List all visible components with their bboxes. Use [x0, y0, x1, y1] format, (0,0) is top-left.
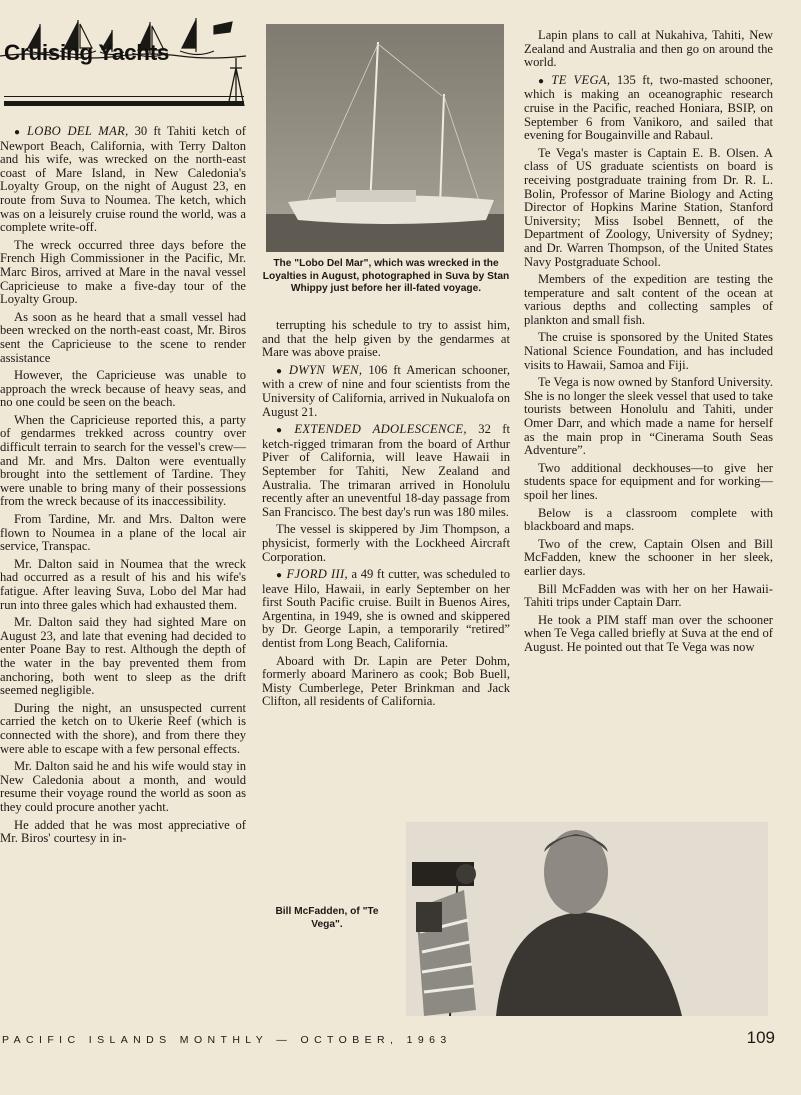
body-paragraph — [524, 29, 773, 70]
item-paragraph — [262, 364, 510, 419]
photo-bill-mcfadden — [406, 822, 768, 1016]
bullet-icon: ● — [276, 570, 283, 582]
text-column-1 — [0, 125, 246, 846]
bullet-icon: ● — [538, 75, 548, 87]
vessel-name: LOBO DEL MAR, — [26, 124, 129, 138]
paragraph-text: He added that he was most appreciative of Mr. Biros' courtesy in in- — [0, 817, 246, 846]
paragraph-text: Te Vega is now owned by Stanford University. She is no longer the sleek vessel that used to take tourists between Honolulu and Tahiti, under Omer Darr, and which made a name for herself as the main prop in “Cinerama South Seas Adventure”. — [524, 375, 773, 458]
photo-caption: The "Lobo Del Mar", which was wrecked in the Loyalties in August, photographed in Suva by Stan Whippy just before her ill-fated voyage. — [262, 258, 510, 295]
title-rule-thin — [4, 96, 244, 97]
body-paragraph — [524, 376, 773, 458]
paragraph-text: 30 ft Tahiti ketch of Newport Beach, California, with Terry Dalton and his wife, was wrecked on the north-east coast of Mare Island, in New Caledonia's Loyalty Group, on the night of August 23, en route from Suva to Noumea. The ketch, which was on a leisurely cruise round the world, was a complete write-off. — [0, 124, 247, 235]
paragraph-text: Mr. Dalton said they had sighted Mare on August 23, and late that evening had decided to enter Poane Bay to rest. Although the depth of the water in the bay prevented them from anchoring, both went to sleep as the drift seemed negligible. — [0, 615, 246, 698]
paragraph-text: Below is a classroom complete with blackboard and maps. — [524, 505, 773, 534]
body-paragraph — [524, 538, 773, 579]
paragraph-text: 32 ft ketch-rigged trimaran from the board of Arthur Piver of California, will leave Hawaii in September for Tahiti, New Zealand and Australia. The trimaran arrived in Honolulu recently after an uneventful 18-day passage from San Francisco. The best day's run was 180 miles. — [262, 422, 510, 519]
bullet-icon: ● — [14, 127, 23, 138]
body-paragraph — [0, 414, 246, 509]
body-paragraph — [524, 462, 773, 503]
item-paragraph — [262, 423, 510, 519]
paragraph-text: However, the Capricieuse was unable to approach the wreck because of heavy seas, and no one could be seen on the beach. — [0, 368, 246, 410]
paragraph-text: As soon as he heard that a small vessel had been wrecked on the north-east coast, Mr. Biros sent the Capricieuse to the scene to render assistance — [0, 309, 246, 365]
body-paragraph — [0, 702, 246, 756]
body-paragraph — [524, 331, 773, 372]
paragraph-text: From Tardine, Mr. and Mrs. Dalton were flown to Noumea in a plane of the local air service, Transpac. — [0, 512, 246, 554]
paragraph-text: The cruise is sponsored by the United States National Science Foundation, and has included visits to Hawaii, Samoa and Fiji. — [524, 330, 773, 372]
item-paragraph — [0, 125, 246, 235]
title-rule — [4, 101, 244, 106]
body-paragraph — [0, 513, 246, 554]
paragraph-text: Lapin plans to call at Nukahiva, Tahiti, New Zealand and Australia and then go on around the world. — [524, 28, 773, 70]
paragraph-text: 135 ft, two-masted schooner, which is making an oceanographic research cruise in the Pacific, reached Honiara, BSIP, on September 6 from Vanikoro, and sailed that evening for Bougainville and Rabaul. — [524, 72, 773, 143]
photo-caption-2: Bill McFadden, of "Te Vega". — [275, 906, 379, 930]
paragraph-text: When the Capricieuse reported this, a party of gendarmes trekked across country over difficult terrain to search for the vessel's crew—and Mr. and Mrs. Dalton were eventually brought into the settlement of Tardine. They were unable to bring many of their possessions from the wreck because of its inaccessibility. — [0, 412, 246, 509]
body-paragraph — [524, 583, 773, 610]
body-paragraph — [0, 369, 246, 410]
body-paragraph — [0, 239, 246, 307]
body-paragraph — [262, 655, 510, 709]
paragraph-text: The wreck occurred three days before the French High Commissioner in the Pacific, Mr. Marc Biros, arrived at Mare in the naval vessel Capricieuse to make a five-day tour of the Loyalty Group. — [0, 237, 246, 307]
paragraph-text: He took a PIM staff man over the schooner when Te Vega called briefly at Suva at the end of August. He pointed out that Te Vega was now — [524, 612, 773, 654]
vessel-name: TE VEGA, — [551, 72, 611, 87]
photo-lobo-del-mar — [266, 24, 504, 252]
paragraph-text: Mr. Dalton said in Noumea that the wreck had occurred as a result of his and his wife's fatigue. After leaving Suva, Lobo del Mar had run into three gales which had exhausted them. — [0, 556, 246, 612]
paragraph-text: Bill McFadden was with her on her Hawaii-Tahiti trips under Captain Darr. — [524, 581, 773, 610]
paragraph-text: Mr. Dalton said he and his wife would stay in New Caledonia about a month, and would resume their voyage round the world as soon as they could procure another yacht. — [0, 759, 246, 814]
footer-masthead: PACIFIC ISLANDS MONTHLY — OCTOBER, 1963 — [2, 1034, 452, 1046]
body-paragraph — [262, 523, 510, 564]
body-paragraph — [524, 614, 773, 655]
vessel-name: EXTENDED ADOLESCENCE, — [294, 422, 467, 437]
text-column-2 — [262, 319, 510, 709]
paragraph-text: Members of the expedition are testing the temperature and salt content of the ocean at various depths and collecting samples of plankton and small fish. — [524, 272, 773, 327]
paragraph-text: 106 ft American schooner, with a crew of nine and four scientists from the University of California, arrived in Nukualofa on August 21. — [262, 362, 510, 419]
paragraph-text: Aboard with Dr. Lapin are Peter Dohm, formerly aboard Marinero as cook; Bob Buell, Misty Cumberlege, Peter Brinkman and Jack Clifton, all residents of California. — [262, 653, 510, 709]
camera-icon — [412, 862, 476, 886]
item-paragraph — [524, 74, 773, 143]
body-paragraph — [262, 319, 510, 360]
paragraph-text: Two additional deckhouses—to give her students space for equipment and for working—spoil her lines. — [524, 460, 773, 502]
body-paragraph — [524, 507, 773, 534]
paragraph-text: During the night, an unsuspected current carried the ketch on to Ukerie Reef (which is connected with the shore), and from there they were able to escape with a few personal effects. — [0, 700, 246, 756]
paragraph-text: terrupting his schedule to try to assist him, and that the help given by the gendarmes at Mare was above praise. — [262, 318, 510, 360]
section-title: Cruising Yachts — [4, 40, 170, 65]
body-paragraph — [524, 273, 773, 327]
body-paragraph — [0, 558, 246, 612]
body-paragraph — [0, 760, 246, 814]
body-paragraph — [0, 311, 246, 365]
body-paragraph — [524, 147, 773, 269]
bullet-icon: ● — [276, 365, 285, 377]
paragraph-text: a 49 ft cutter, was scheduled to leave Hilo, Hawaii, in early September on her first South Pacific cruise. Built in Buenos Aires, Argentina, in 1949, she is owned and skippered by Dr. George Lapin, a temporarily “retired” dentist from Long Beach, California. — [262, 567, 510, 651]
bullet-icon: ● — [276, 425, 291, 437]
vessel-name: FJORD III, — [286, 567, 348, 582]
item-paragraph — [262, 568, 510, 651]
body-paragraph — [0, 819, 246, 846]
text-column-3 — [524, 29, 773, 655]
paragraph-text: Two of the crew, Captain Olsen and Bill McFadden, knew the schooner in her sleek, earlier days. — [524, 536, 773, 578]
paragraph-text: The vessel is skippered by Jim Thompson, a physicist, formerly with the Lockheed Aircraft Corporation. — [262, 522, 510, 564]
paragraph-text: Te Vega's master is Captain E. B. Olsen. A class of US graduate scientists on board is receiving postgraduate training from Dr. R. L. Bolin, Professor of Marine Biology and Acting Director of Hopkins Marine Station, Stanford University; Miss Isobel Bennett, of the Department of Zoology, University of Sydney; and Dr. Warren Thompson, of the United States Navy Postgraduate School. — [524, 145, 773, 269]
vessel-name: DWYN WEN, — [288, 362, 363, 377]
page-number: 109 — [746, 1028, 775, 1047]
body-paragraph — [0, 616, 246, 698]
